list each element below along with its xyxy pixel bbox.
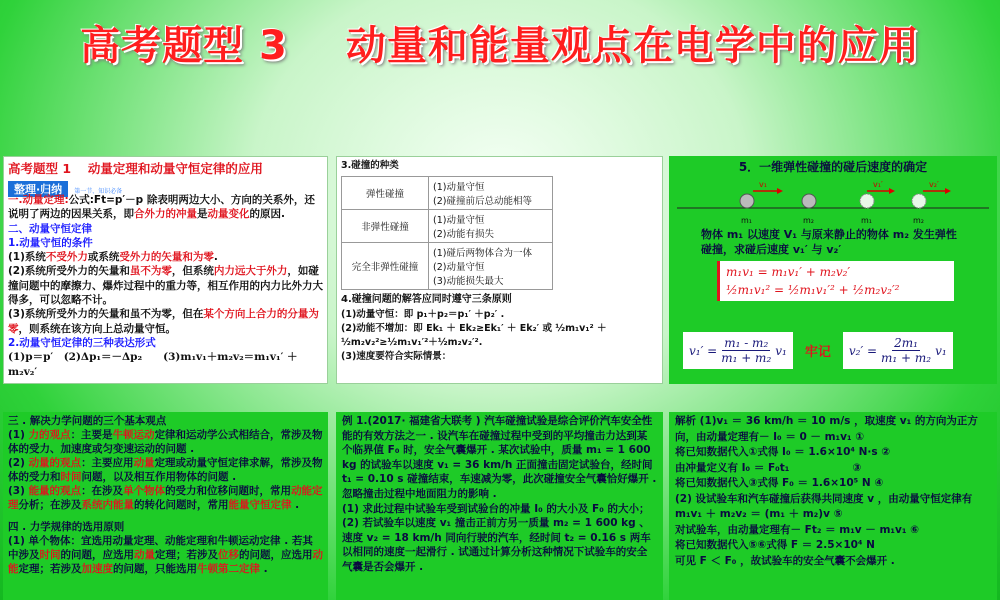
condition-2: (2)系统所受外力的矢量和虽不为零，但系统内力远大于外力，如碰撞问题中的摩擦力、爆炸过程中的重力等，相互作用的内力比外力大得多，可以忽略不计。: [8, 265, 323, 307]
principle-1: (1)动量守恒：即 p₁＋p₂＝p₁′ ＋p₂′ .: [341, 308, 505, 320]
collision-diagram: [677, 175, 989, 227]
title-part1: 高考题型 3: [80, 23, 288, 69]
collision-principles-heading: 4.碰撞问题的解答应同时遵守三条原则: [341, 294, 512, 306]
rule-single-body: (1) 单个物体：宜选用动量定理、动能定理和牛顿运动定律 . 若其中涉及时间的问题，应选用动量定理；若涉及位移的问题，应选用动能定理；若涉及加速度的问题，只能选用牛顿第二定律 .: [8, 535, 323, 575]
solution-line: 将已知数据代入①式得 I₀ ＝ 1.6×10⁴ N·s ②: [675, 446, 891, 458]
label-m1-after: m₁: [861, 216, 872, 225]
solution-line: 由冲量定义有 I₀ ＝ F₀t₁ ③: [675, 461, 862, 474]
solution-line: 将已知数据代入⑤⑥式得 F ＝ 2.5×10⁴ N: [675, 539, 875, 551]
example-question-2: (2) 若试验车以速度 v₁ 撞击正前方另一质量 m₂ = 1 600 kg 、速度 v₂ = 18 km/h 同向行驶的汽车，经时间 t₂ = 0.16 s 两车以相同的速度一起滑行 . 试通过计算分析这种情况下试验车的安全气囊是否会爆开 .: [342, 517, 651, 573]
panel-collision-types: [336, 156, 663, 384]
elastic-description: 物体 m₁ 以速度 V₁ 与原来静止的物体 m₂ 发生弹性碰撞，求碰后速度 v₁′ 与 v₂′: [701, 228, 957, 256]
label-m2-after: m₂: [913, 216, 924, 225]
ball-m1-before: [740, 194, 754, 208]
solution-line: 将已知数据代入③式得 F₀ ＝ 1.6×10⁵ N ④: [675, 477, 884, 489]
equation-energy: ½m₁v₁² = ½m₁v₁′² + ½m₂v₂′²: [726, 283, 900, 297]
label-m2: m₂: [803, 216, 814, 225]
section4-heading: 四 . 力学规律的选用原则: [8, 521, 125, 533]
elastic-heading: 5．一维弹性碰撞的碰后速度的确定: [738, 160, 928, 174]
equation-box: [717, 261, 954, 301]
condition-1: (1)系统不受外力或系统受外力的矢量和为零.: [8, 251, 218, 264]
section2-1-heading: 1.动量守恒的条件: [8, 236, 93, 249]
panel-elastic-collision: [669, 156, 997, 384]
table-row: 弹性碰撞 (1)动量守恒 (2)碰撞前后总动能相等: [342, 177, 553, 210]
principle-3: (3)速度要符合实际情景：: [341, 351, 452, 363]
summary-badge: 整理·归纳: [8, 181, 68, 197]
section2-2-heading: 2.动量守恒定律的三种表达形式: [8, 336, 156, 349]
label-m1: m₁: [741, 216, 752, 225]
ball-m2-after: [912, 194, 926, 208]
principle-2: (2)动能不增加：即 Ek₁ ＋ Ek₂≥Ek₁′ ＋ Ek₂′ 或 ½m₁v₁² ＋ ½m₂v₂²≥½m₁v₁′²＋½m₂v₂′².: [341, 322, 607, 349]
solution-line: (2) 设试验车和汽车碰撞后获得共同速度 v ，由动量守恒定律有 m₁v₁ ＋ m₂v₂ ＝ (m₁ ＋ m₂)v ⑤: [675, 492, 973, 520]
collision-table: [341, 176, 553, 290]
label-v2p: v₂′: [929, 180, 939, 189]
result-v2p: v₂′ = $\frac{\text{2m₁}}{\text{m₁ + m₂}}$ v₁: [843, 332, 953, 369]
condition-3: (3)系统所受外力的矢量和虽不为零，但在某个方向上合力的分量为零，则系统在该方向上总动量守恒。: [8, 308, 319, 335]
result-v1p: v₁′ = $\frac{\text{m₁ - m₂}}{\text{m₁ + m₂}}$ v₁: [683, 332, 793, 369]
solution-line: 解析 (1)v₁ ＝ 36 km/h ＝ 10 m/s ，取速度 v₁ 的方向为正方向，由动量定理有－ I₀ ＝ 0 － m₁v₁ ①: [675, 415, 978, 443]
collision-types-heading: 3.碰撞的种类: [341, 160, 399, 171]
solution-line: 可见 F ＜ F₀ ，故试验车的安全气囊不会爆开 .: [675, 554, 895, 567]
section2-heading: 二、动量守恒定律: [8, 222, 92, 235]
ball-m1-after: [860, 194, 874, 208]
section3-heading: 三 . 解决力学问题的三个基本观点: [8, 415, 167, 427]
label-v1p: v₁′: [873, 180, 883, 189]
panel-mechanics-viewpoints: [3, 412, 328, 600]
viewpoint-momentum: (2) 动量的观点：主要应用动量定理或动量守恒定律求解，常涉及物体的受力和时间问题，以及相互作用物体的问题 .: [8, 457, 323, 483]
label-v1: v₁: [759, 180, 767, 189]
title-part2: 动量和能量观点在电学中的应用: [345, 23, 920, 69]
example-text: 例 1.(2017· 福建省大联考 ) 汽车碰撞试验是综合评价汽车安全性能的有效方法之一 . 设汽车在碰撞过程中受到的平均撞击力达到某个临界值 F₀ 时，安全气囊爆开 . 某次试验中，质量 m₁ = 1 600 kg 的试验车以速度 v₁ = 36 km/h 正面撞击固定试验台，经时间 t₁ = 0.10 s 碰撞结束，车速减为零，此次碰撞安全气囊恰好爆开 . 忽略撞击过程中地面阻力的影响 .: [342, 415, 657, 500]
panel-solution: [669, 412, 997, 600]
panel-momentum-review: [3, 156, 328, 384]
page-title: [0, 14, 1000, 71]
solution-line: 对试验车，由动量定理有－ Ft₂ ＝ m₁v － m₁v₁ ⑥: [675, 523, 919, 536]
panel-example-problem: [336, 412, 663, 600]
solution-lines: [675, 414, 991, 569]
table-row: 非弹性碰撞 (1)动量守恒 (2)动能有损失: [342, 210, 553, 243]
equation-momentum: m₁v₁ = m₁v₁′ + m₂v₂′: [726, 265, 851, 279]
viewpoint-force: (1) 力的观点：主要是牛顿运动定律和运动学公式相结合，常涉及物体的受力、加速度或匀变速运动的问题 .: [8, 429, 323, 455]
example-question-1: (1) 求此过程中试验车受到试验台的冲量 I₀ 的大小及 F₀ 的大小；: [342, 502, 650, 515]
remember-label: 牢记: [804, 345, 831, 360]
panel1-heading: 高考题型 1 动量定理和动量守恒定律的应用: [8, 161, 263, 176]
badge-note: 第一节、知识必备: [74, 188, 123, 195]
viewpoint-energy: (3) 能量的观点：在涉及单个物体的受力和位移问题时，常用动能定理分析；在涉及系统内能量的转化问题时，常用能量守恒定律 .: [8, 485, 323, 511]
momentum-theorem-text: 一.动量定理:公式:Ft=p′－p 除表明两边大小、方向的关系外，还说明了两边的因果关系，即合外力的冲量是动量变化的原因.: [8, 194, 315, 221]
ball-m2-before: [802, 194, 816, 208]
conservation-forms: (1)p＝p′ (2)Δp₁＝－Δp₂ (3)m₁v₁＋m₂v₂＝m₁v₁′ ＋m₂v₂′: [8, 351, 298, 378]
table-row: 完全非弹性碰撞 (1)碰后两物体合为一体 (2)动量守恒 (3)动能损失最大: [342, 243, 553, 290]
